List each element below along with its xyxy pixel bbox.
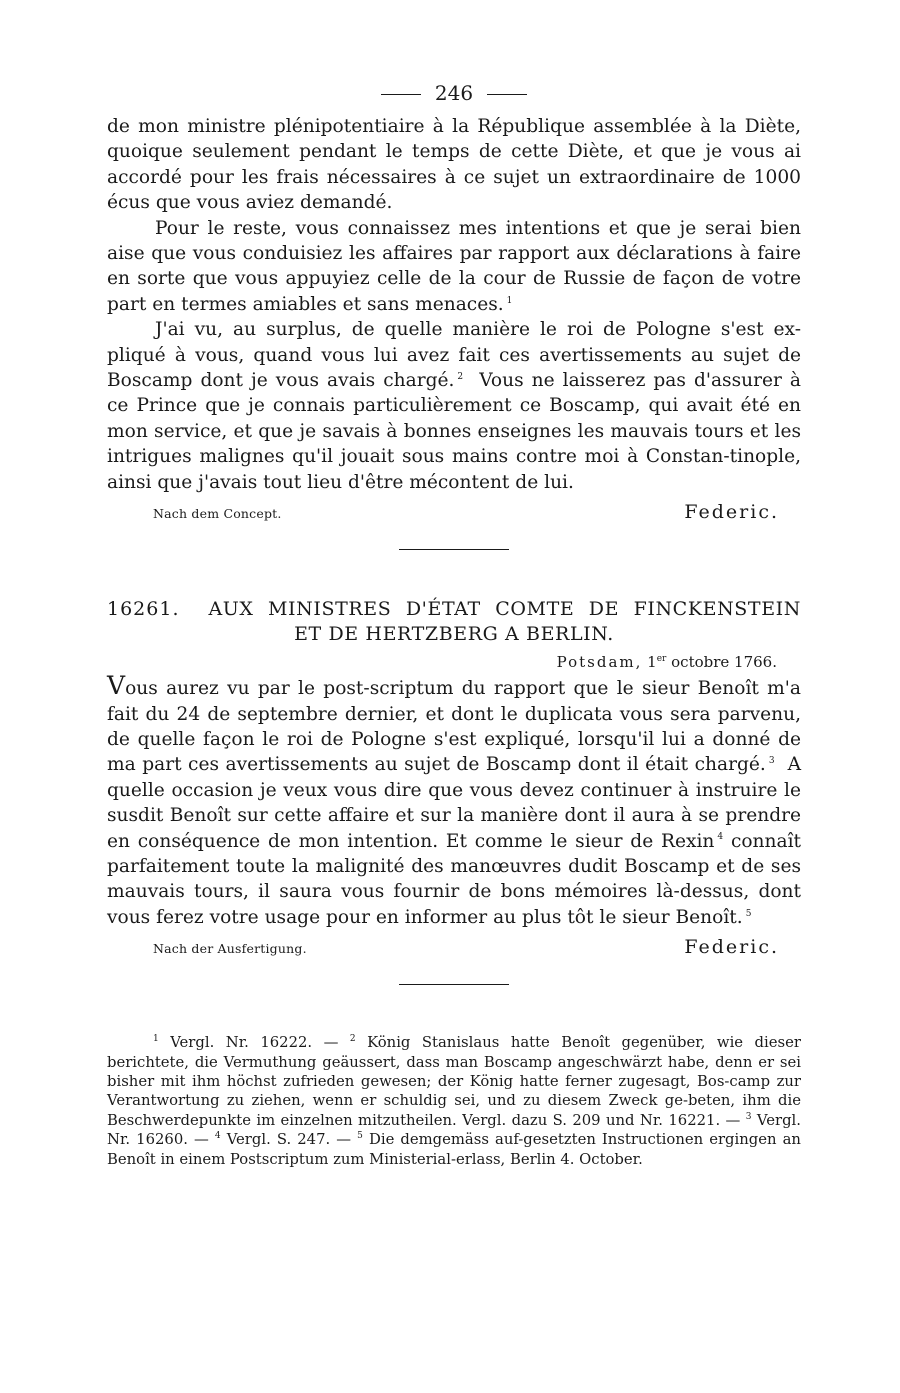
heading-text: AUX MINISTRES D'ÉTAT COMTE DE FINCKENSTEIN [208,598,801,621]
paragraph: de mon ministre plénipotentiaire à la République assemblée à la Diète, quoique seulement pendant le temps de cette Diète, et que je vous ai accordé pour les frais nécessaires à ce sujet un extraordinaire de 1000 écus que vous aviez demandé. [107,116,801,214]
footnote-mark: 4 [214,1131,221,1142]
footnotes [107,1033,801,1169]
footnote-mark: 1 [153,1034,159,1045]
letter-number: 16261. [107,598,180,621]
date-ordinal: er [656,654,667,665]
header-dash-right [487,94,527,95]
footnote-4: Vergl. S. 247. — [226,1131,352,1149]
header-dash-left [381,94,421,95]
paragraph-text: connaît parfaitement toute la malignité des manœuvres dudit Boscamp et de ses mauvais tours, il saura vous fournir de bons mémoires là-dessus, dont vous ferez votre usage pour en informer au plus tôt le sieur Benoît. [107,830,801,928]
footnote-5: Die demgemäss auf-gesetzten Instructionen ergingen an Benoît in einem Postscriptum zum Ministerial-erlass, Berlin 4. October. [107,1131,801,1168]
footnote-mark: 3 [745,1111,752,1122]
footnote-1: Vergl. Nr. 16222. — [170,1034,339,1052]
place-date [107,651,801,673]
footnote-mark: 2 [349,1034,356,1045]
footnote-2: König Stanislaus hatte Benoît gegenüber, wie dieser berichtete, die Vermuthung geäussert, dass man Boscamp angeschwärzt habe, denn er sei bisher mit ihm höchst zufrieden gewesen; der König hatte ferner zugesagt, Bos-camp zur Verantwortung zu ziehen, wenn er schuldig sei, und zu diesem Zweck ge-beten, ihm die Beschwerdepunkte im einzelnen mitzutheilen. Vergl. dazu S. 209 und Nr. 16221. — [107,1034,801,1129]
paragraph-text: Vous ne laisserez pas d'assurer à ce Prince que je connais particulièrement ce Boscamp, qui avait été en mon service, et que je savais à bonnes enseignes les mauvais tours et les intrigues malignes qu'il jouait sous mains contre moi à Constan-tinople, ainsi que j'avais tout lieu d'être mécontent de lui. [107,370,802,493]
letter-heading [107,597,801,647]
date-day: 1 [647,653,657,672]
initial-letter: V [107,671,126,701]
signature: Federic. [684,936,779,959]
section-divider [399,549,509,550]
source-note: Nach der Ausfertigung. [153,941,307,957]
section-divider [399,984,509,985]
footnote-3: Vergl. Nr. 16260. — [107,1111,801,1149]
closing-row [107,501,801,523]
footnote-reference[interactable]: 1 [506,295,513,306]
closing-row [107,936,801,958]
paragraph-text: ous aurez vu par le post-scriptum du rapport que le sieur Benoît m'a fait du 24 de septembre dernier, et dont le duplicata vous sera parvenu, de quelle façon le roi de Pologne s'est expliqué, lorsqu'il lui a donné de ma part ces avertissements au sujet de Boscamp dont il était chargé. [107,678,801,776]
paragraph-text: J'ai vu, au surplus, de quelle manière le roi de Pologne s'est ex-pliqué à vous, quand vous lui avez fait ces avertissements au sujet de Boscamp dont je vous avais chargé. [107,319,801,392]
paragraph-text: Pour le reste, vous connaissez mes intentions et que je serai bien aise que vous conduisiez les affaires par rapport aux déclarations à faire en sorte que vous appuyiez celle de la cour de Russie de façon de votre part en termes amiables et sans menaces. [107,217,801,315]
date-rest: octobre 1766. [671,653,777,672]
heading-line-1 [107,597,801,622]
footnote-reference[interactable]: 5 [745,908,752,919]
footnote-mark: 5 [357,1131,363,1142]
footnote-reference[interactable]: 3 [768,756,775,767]
paragraph-text: A quelle occasion je veux vous dire que vous devez continuer à instruire le susdit Benoît sur cette affaire et sur la manière dont il aura à se prendre en conséquence de mon intention. Et comme le sieur de Rexin [107,754,801,852]
page-number: 246 [434,81,474,105]
page-header [107,80,801,106]
letter-body [107,673,801,930]
footnote-reference[interactable]: 4 [717,832,724,843]
paragraph [107,317,801,495]
place: Potsdam, [556,653,643,672]
paragraph [107,216,801,318]
document-page [107,80,801,1169]
source-note: Nach dem Concept. [153,506,282,522]
heading-line-2: ET DE HERTZBERG A BERLIN. [294,623,614,646]
footnote-reference[interactable]: 2 [457,371,464,382]
signature: Federic. [684,501,779,524]
